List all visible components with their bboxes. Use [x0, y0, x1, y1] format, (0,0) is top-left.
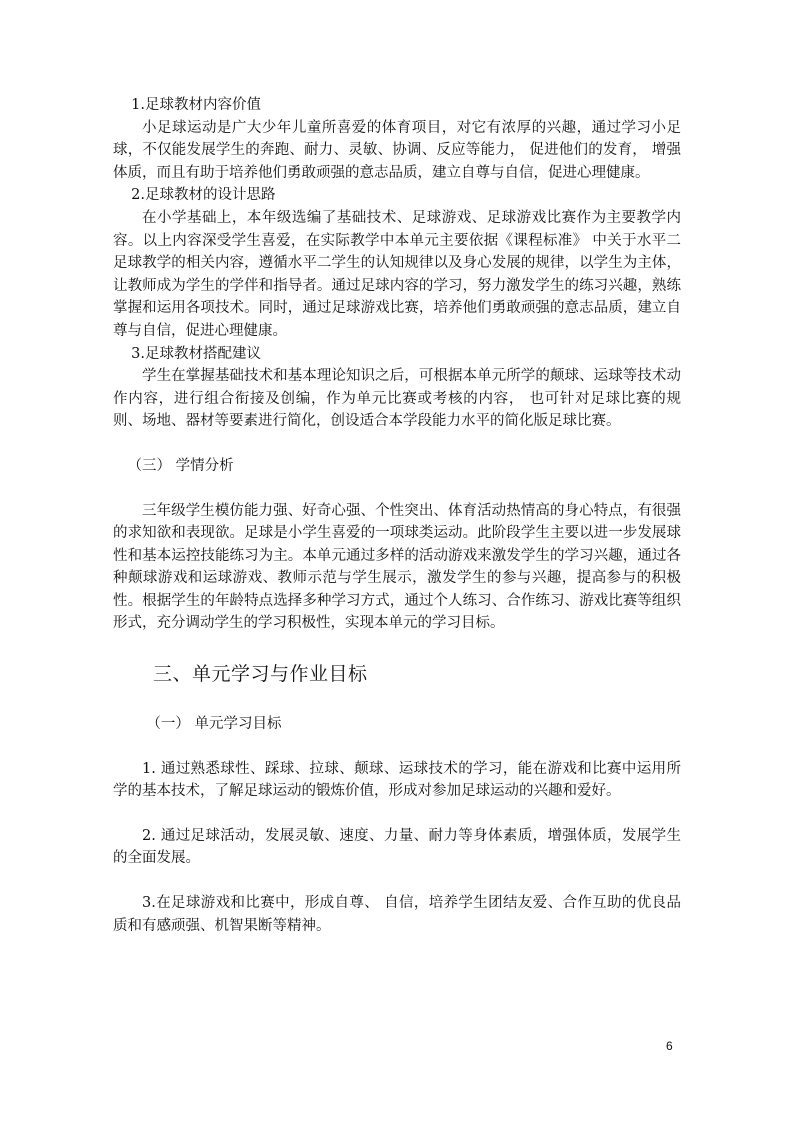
- goal-item-1: 1. 通过熟悉球性、踩球、拉球、颠球、运球技术的学习，能在游戏和比赛中运用所学的基本技术，了解足球运动的锻炼价值，形成对参加足球运动的兴趣和爱好。: [113, 760, 681, 800]
- analysis-heading: （三） 学情分析: [127, 457, 234, 474]
- goal-item-2: 2. 通过足球活动，发展灵敏、速度、力量、耐力等身体素质，增强体质，发展学生的全面发展。: [113, 827, 681, 867]
- s1-heading: 1.足球教材内容价值: [131, 97, 261, 113]
- page-content: [113, 94, 681, 937]
- analysis-paragraph: 三年级学生模仿能力强、好奇心强、个性突出、体育活动热情高的身心特点，有很强的求知欲和表现欲。足球是小学生喜爱的一项球类运动。此阶段学生主要以进一步发展球性和基本运控技能练习为主。本单元通过多样的活动游戏来激发学生的学习兴趣，通过各种颠球游戏和运球游戏、教师示范与学生展示，激发学生的参与兴趣，提高参与的积极性。根据学生的年龄特点选择多种学习方式，通过个人练习、合作练习、游戏比赛等组织形式，充分调动学生的学习积极性，实现本单元的学习目标。: [113, 502, 681, 632]
- s3-heading: 3.足球教材搭配建议: [131, 345, 261, 362]
- goals-heading: （一） 单元学习目标: [146, 716, 282, 733]
- s1-paragraph: 小足球运动是广大少年儿童所喜爱的体育项目，对它有浓厚的兴趣，通过学习小足球，不仅能发展学生的奔跑、耐力、灵敏、协调、反应等能力， 促进他们的发育， 增强体质，而且有助于培养他们勇敢顽强的意志品质，建立自尊与自信，促进心理健康。: [113, 119, 681, 181]
- page-number: 6: [666, 1039, 673, 1053]
- s3-paragraph: 学生在掌握基础技术和基本理论知识之后，可根据本单元所学的颠球、运球等技术动作内容，进行组合衔接及创编，作为单元比赛或考核的内容， 也可针对足球比赛的规则、场地、器材等要素进行简化，创设适合本学段能力水平的简化版足球比赛。: [113, 368, 681, 430]
- s2-paragraph: 在小学基础上，本年级选编了基础技术、足球游戏、足球游戏比赛作为主要教学内容。以上内容深受学生喜爱，在实际教学中本单元主要依据《课程标准》 中关于水平二足球教学的相关内容，遵循水平二学生的认知规律以及身心发展的规律，以学生为主体，让教师成为学生的学伴和指导者。通过足球内容的学习，努力激发学生的练习兴趣，熟练掌握和运用各项技术。同时，通过足球游戏比赛，培养他们勇敢顽强的意志品质，建立自尊与自信，促进心理健康。: [113, 209, 681, 339]
- section-title: 三、单元学习与作业目标: [153, 663, 368, 686]
- goal-item-3: 3.在足球游戏和比赛中，形成自尊、 自信，培养学生团结友爱、合作互助的优良品质和有感顽强、机智果断等精神。: [113, 895, 681, 934]
- s2-heading: 2.足球教材的设计思路: [131, 187, 276, 204]
